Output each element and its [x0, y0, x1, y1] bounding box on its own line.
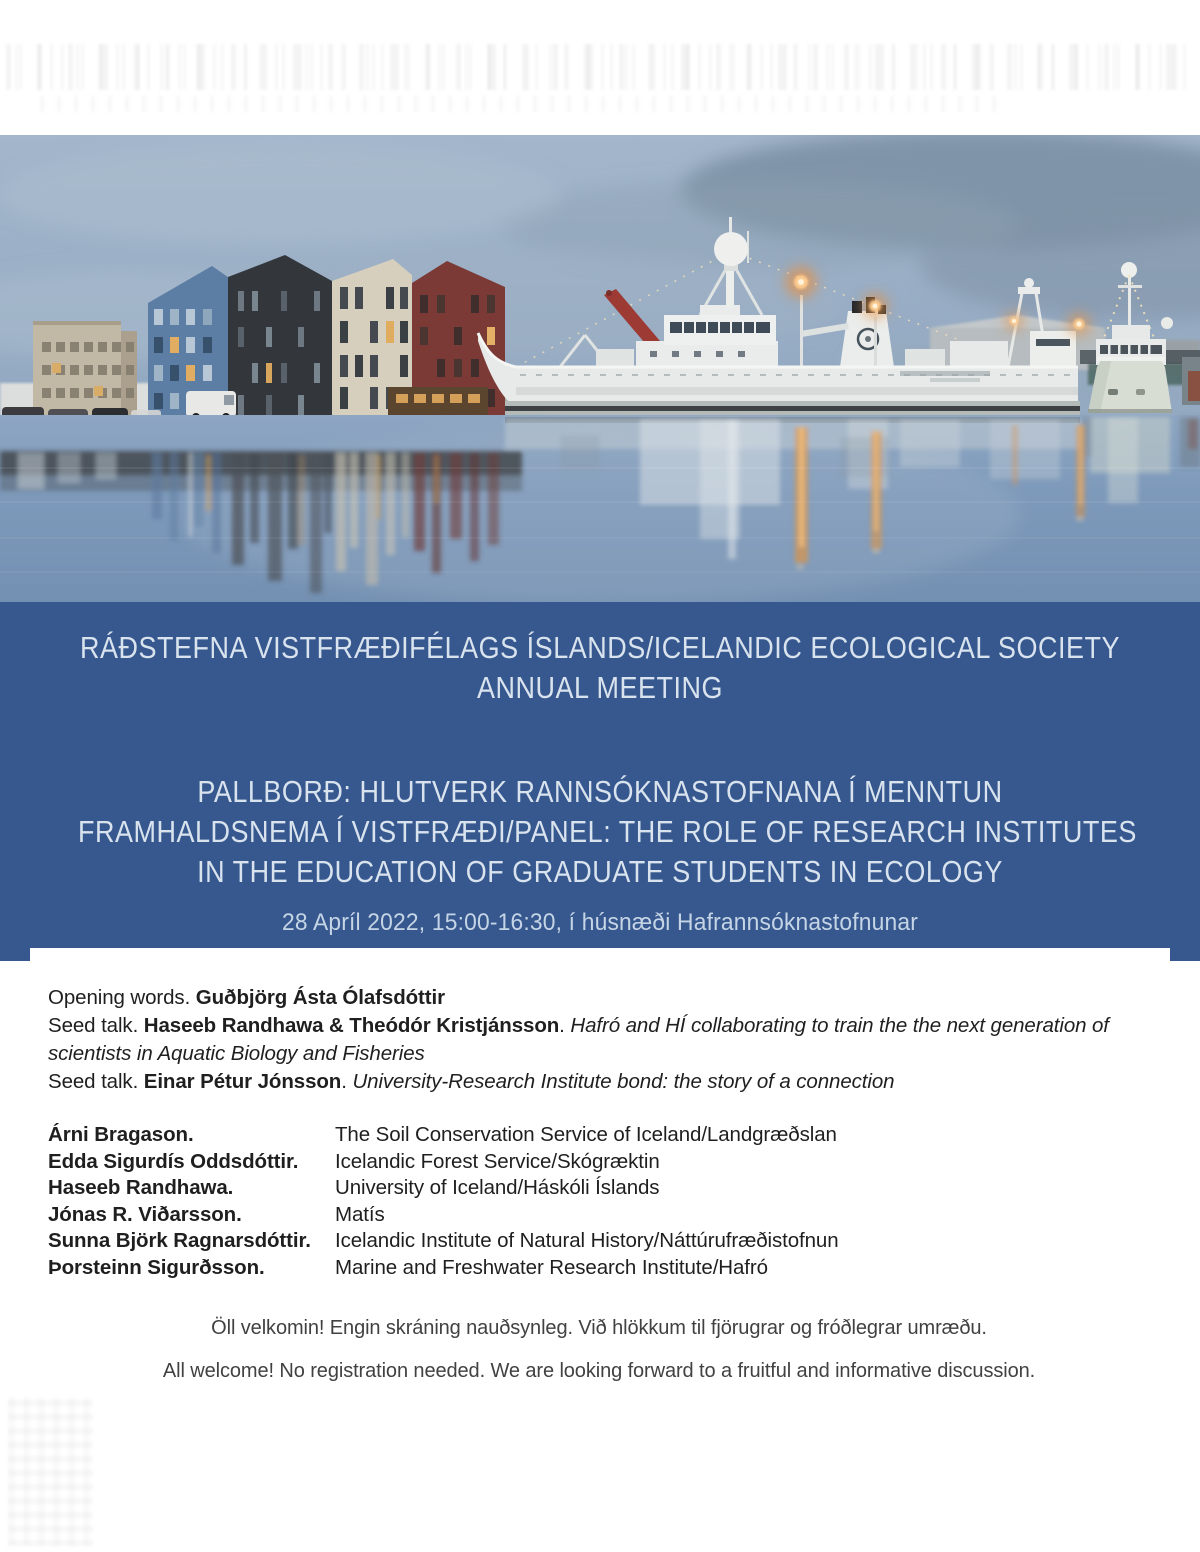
- seed1-title: Hafró and HÍ collaborating to train the the next generation of scientists in Aquatic Biology and Fisheries: [48, 1014, 1109, 1065]
- opening-speaker: Guðbjörg Ásta Ólafsdóttir: [195, 986, 445, 1009]
- banner-panel-line2: FRAMHALDSNEMA Í VISTFRÆÐI/PANEL: THE ROLE OF RESEARCH INSTITUTES: [78, 814, 1137, 849]
- banner-title-line1: RÁÐSTEFNA VISTFRÆÐIFÉLAGS ÍSLANDS/ICELANDIC ECOLOGICAL SOCIETY: [80, 630, 1120, 665]
- seed-talk-1-line: [48, 1012, 1150, 1068]
- seed1-separator: .: [559, 1014, 571, 1037]
- panelist-affiliation: Icelandic Institute of Natural History/Náttúrufræðistofnun: [335, 1229, 839, 1252]
- panelist-name: Edda Sigurdís Oddsdóttir.: [48, 1149, 299, 1173]
- panelist-name: Sunna Björk Ragnarsdóttir.: [48, 1229, 311, 1252]
- panelist-row: [48, 1122, 1150, 1149]
- opening-words-line: [48, 984, 1150, 1012]
- panelist-affiliation: University of Iceland/Háskóli Íslands: [335, 1176, 660, 1199]
- panelist-affiliation: Matís: [335, 1202, 385, 1226]
- banner-panel-line1: PALLBORÐ: HLUTVERK RANNSÓKNASTOFNANA Í MENNTUN: [197, 774, 1003, 809]
- program-card: [30, 948, 1170, 1552]
- panelist-name: Árni Bragason.: [48, 1123, 194, 1146]
- panelist-affiliation: The Soil Conservation Service of Iceland/Landgræðslan: [335, 1123, 837, 1146]
- banner-panel-line3: IN THE EDUCATION OF GRADUATE STUDENTS IN ECOLOGY: [197, 854, 1003, 889]
- seed2-separator: .: [341, 1070, 353, 1093]
- panelists-table: [48, 1122, 1150, 1281]
- seed1-speakers: Haseeb Randhawa & Theódór Kristjánsson: [143, 1014, 560, 1037]
- top-artifact-band: [0, 0, 1200, 135]
- panelist-row: [48, 1202, 1150, 1229]
- water: [0, 415, 1200, 602]
- panelist-name: Haseeb Randhawa.: [48, 1176, 234, 1199]
- panelist-row: [48, 1149, 1150, 1176]
- harbor-photo: [0, 135, 1200, 602]
- panelist-affiliation: Icelandic Forest Service/Skógræktin: [335, 1149, 660, 1173]
- opening-prefix: Opening words.: [48, 986, 196, 1009]
- banner-datetime: 28 Apríl 2022, 15:00-16:30, í húsnæði Hafrannsóknastofnunar: [281, 909, 919, 936]
- panelist-row: [48, 1175, 1150, 1202]
- seed2-speaker: Einar Pétur Jónsson: [143, 1070, 342, 1093]
- bottom-left-artifact: [8, 1398, 93, 1546]
- seed1-prefix: Seed talk.: [48, 1014, 144, 1037]
- seed2-prefix: Seed talk.: [48, 1070, 144, 1093]
- seed2-title: University-Research Institute bond: the story of a connection: [352, 1070, 895, 1093]
- welcome-text-icelandic: Öll velkomin! Engin skráning nauðsynleg. Við hlökkum til fjörugrar og fróðlegrar umræðu.: [211, 1317, 987, 1339]
- banner-title-line2: ANNUAL MEETING: [476, 670, 724, 705]
- seed-talk-2-line: [48, 1068, 1150, 1096]
- panelist-name: Þorsteinn Sigurðsson.: [48, 1255, 265, 1279]
- panelist-affiliation: Marine and Freshwater Research Institute/Hafró: [335, 1255, 768, 1279]
- welcome-text-english: All welcome! No registration needed. We are looking forward to a fruitful and informative discussion.: [162, 1360, 1036, 1382]
- banner: [0, 602, 1200, 961]
- panelist-name: Jónas R. Viðarsson.: [48, 1202, 242, 1226]
- panelist-row: [48, 1255, 1150, 1282]
- panelist-row: [48, 1228, 1150, 1255]
